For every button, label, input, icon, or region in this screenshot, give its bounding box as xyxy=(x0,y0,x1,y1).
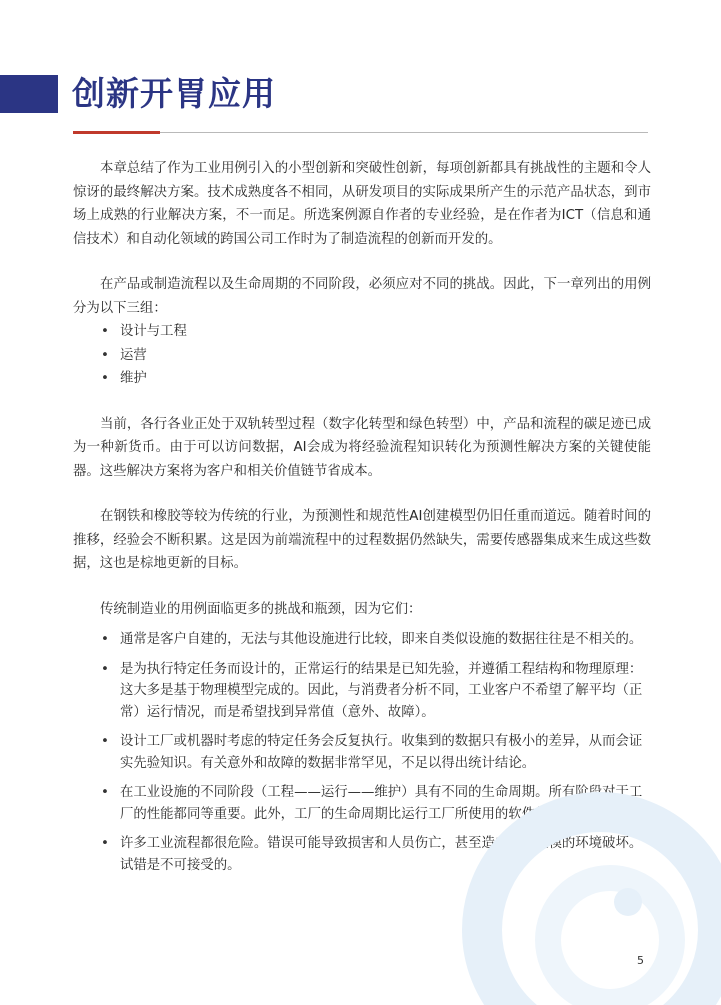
list-item: • 通常是客户自建的，无法与其他设施进行比较，即来自类似设施的数据往往是不相关的。 xyxy=(73,629,651,651)
watermark-logo-icon xyxy=(450,790,721,1005)
list-item: • 运营 xyxy=(73,344,651,368)
page-title: 创新开胃应用 xyxy=(72,74,276,113)
list-item: • 是为执行特定任务而设计的，正常运行的结果是已知先验，并遵循工程结构和物理原理：这大多是基于物理模型完成的。因此，与消费者分析不同，工业客户不希望了解平均（正常）运行情况，而是希望找到异常值（意外、故障）。 xyxy=(73,659,651,724)
list-item: • 设计与工程 xyxy=(73,320,651,344)
list-item: • 许多工业流程都很危险。错误可能导致损害和人员伤亡，甚至造成更大规模的环境破坏。试错是不可接受的。 xyxy=(73,833,651,876)
page-number: 5 xyxy=(637,954,644,967)
page-content xyxy=(73,157,651,876)
intro-paragraph-2: 在产品或制造流程以及生命周期的不同阶段，必须应对不同的挑战。因此，下一章列出的用例分为以下三组： xyxy=(73,277,651,316)
title-divider-accent xyxy=(73,131,160,134)
list-item: • 在工业设施的不同阶段（工程——运行——维护）具有不同的生命周期。所有阶段对于工厂的性能都同等重要。此外，工厂的生命周期比运行工厂所使用的软件的生命周期更长。 xyxy=(73,782,651,825)
list-item: • 维护 xyxy=(73,367,651,391)
intro-paragraph-1: 本章总结了作为工业用例引入的小型创新和突破性创新，每项创新都具有挑战性的主题和令人惊讶的最终解决方案。技术成熟度各不相同，从研发项目的实际成果所产生的示范产品状态，到市场上成熟的行业解决方案，不一而足。所选案例源自作者的专业经验，是在作者为ICT（信息和通信技术）和自动化领域的跨国公司工作时为了制造流程的创新而开发的。 xyxy=(73,161,651,247)
transformation-paragraph: 当前，各行各业正处于双轨转型过程（数字化转型和绿色转型）中，产品和流程的碳足迹已成为一种新货币。由于可以访问数据，AI会成为将经验流程知识转化为预测性解决方案的关键使能器。这些解决方案将为客户和相关价值链节省成本。 xyxy=(73,416,651,479)
use-case-group-list xyxy=(73,320,651,391)
header-accent-bar xyxy=(0,75,58,113)
traditional-industry-paragraph: 在钢铁和橡胶等较为传统的行业，为预测性和规范性AI创建模型仍旧任重而道远。随着时间的推移，经验会不断积累。这是因为前端流程中的过程数据仍然缺失，需要传感器集成来生成这些数据，这也是棕地更新的目标。 xyxy=(73,509,651,571)
challenges-intro: 传统制造业的用例面临更多的挑战和瓶颈，因为它们： xyxy=(100,601,422,617)
list-item: • 设计工厂或机器时考虑的特定任务会反复执行。收集到的数据只有极小的差异，从而会证实先验知识。有关意外和故障的数据非常罕见，不足以得出统计结论。 xyxy=(73,731,651,774)
